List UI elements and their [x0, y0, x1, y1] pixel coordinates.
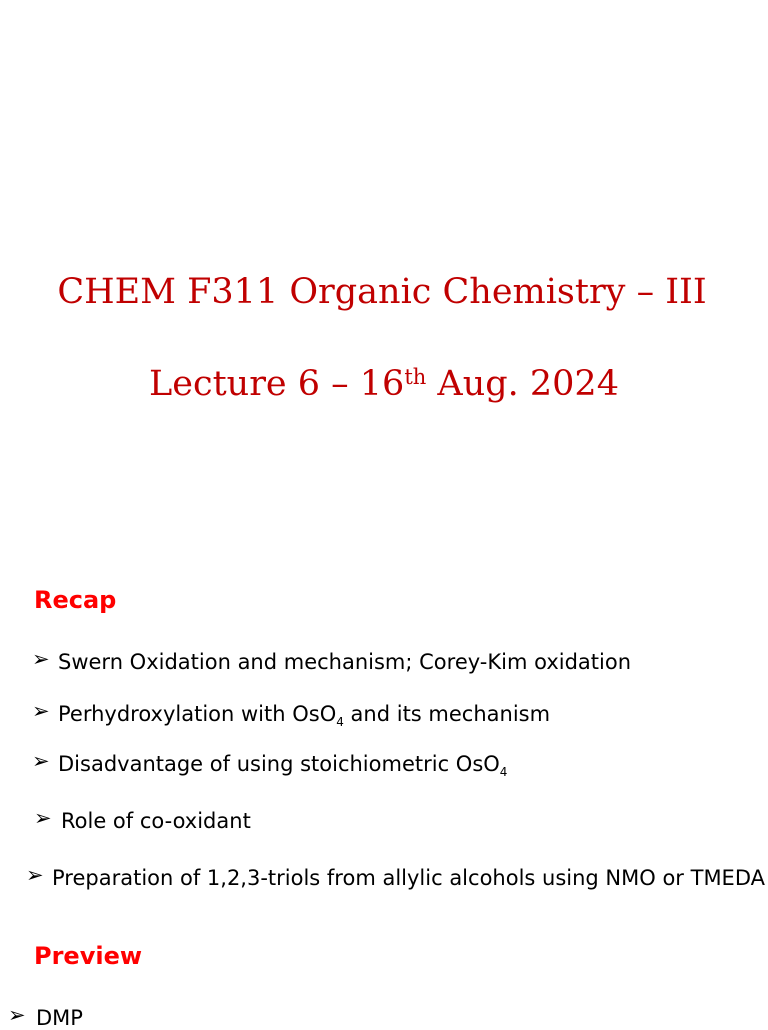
lecture-title-suffix: Aug. 2024	[426, 364, 619, 404]
recap-heading: Recap	[34, 586, 117, 614]
arrow-bullet-icon: ➢	[8, 1003, 26, 1027]
lecture-title	[0, 364, 768, 404]
preview-item-text: DMP	[36, 1006, 83, 1030]
recap-item-text	[58, 702, 551, 729]
recap-item-text: Swern Oxidation and mechanism; Corey-Kim oxidation	[58, 650, 632, 674]
recap-item-text: Preparation of 1,2,3-triols from allylic alcohols using NMO or TMEDA	[52, 866, 765, 890]
lecture-title-ordinal: th	[404, 365, 427, 389]
course-title: CHEM F311 Organic Chemistry – III	[57, 272, 707, 312]
subscript: 4	[499, 765, 508, 779]
arrow-bullet-icon: ➢	[32, 647, 50, 671]
arrow-bullet-icon: ➢	[26, 863, 44, 887]
recap-item-text	[58, 752, 508, 779]
recap-item-text-after: and its mechanism	[343, 702, 551, 726]
lecture-title-prefix: Lecture 6 – 16	[149, 364, 405, 404]
subscript: 4	[336, 715, 344, 729]
arrow-bullet-icon: ➢	[32, 749, 50, 773]
arrow-bullet-icon: ➢	[34, 806, 52, 830]
recap-item-text: Role of co-oxidant	[61, 809, 251, 833]
recap-item-text-before: Disadvantage of using stoichiometric OsO	[58, 752, 500, 776]
arrow-bullet-icon: ➢	[32, 699, 50, 723]
recap-item-text-before: Perhydroxylation with OsO	[58, 702, 337, 726]
preview-heading: Preview	[34, 942, 143, 970]
